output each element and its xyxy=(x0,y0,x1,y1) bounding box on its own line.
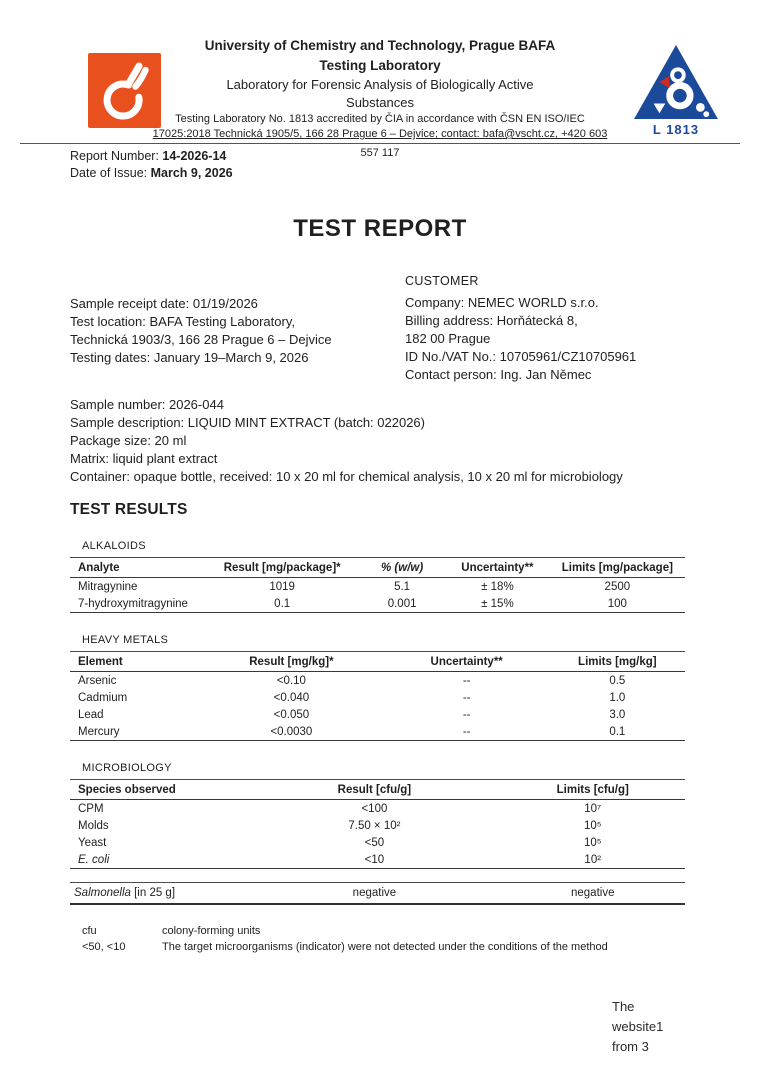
table-cell: ± 18% xyxy=(481,580,514,593)
page-number-block xyxy=(612,997,663,1057)
sample-receipt-block xyxy=(70,273,405,384)
contact-phone-tail: 557 117 xyxy=(360,147,400,159)
testing-laboratory-label: Testing Laboratory xyxy=(319,58,441,73)
table-cell: <0.040 xyxy=(273,691,310,704)
cia-triangle-icon xyxy=(632,43,720,121)
report-header xyxy=(0,0,760,142)
alkaloids-header-row xyxy=(70,558,685,578)
accreditation-line1: Testing Laboratory No. 1813 accredited by ČIA in accordance with ČSN EN ISO/IEC xyxy=(175,113,585,125)
report-number-value: 14-2026-14 xyxy=(162,149,227,163)
test-results-heading: TEST RESULTS xyxy=(70,501,188,518)
table-cell: <10 xyxy=(364,853,385,866)
alkaloids-section xyxy=(70,540,685,613)
table-cell: negative xyxy=(352,887,397,899)
footnote-detection xyxy=(82,939,690,955)
col-header-uncertainty: Uncertainty** xyxy=(445,558,550,578)
table-cell: <0.10 xyxy=(276,674,306,687)
sample-description: Sample description: LIQUID MINT EXTRACT (batch: 022026) xyxy=(70,415,425,430)
table-cell: 7.50 × 10² xyxy=(348,819,401,832)
accreditation-line2: 17025:2018 Technická 1905/5, 166 28 Prague 6 – Dejvice; contact: bafa@vscht.cz, +420 603 xyxy=(152,128,608,140)
table-row xyxy=(70,723,685,741)
customer-billing-address-line1: Billing address: Horňátecká 8, xyxy=(405,313,578,328)
table-cell: 0.1 xyxy=(274,597,291,610)
col-header-percent-ww: % (w/w) xyxy=(359,558,445,578)
customer-contact-person: Contact person: Ing. Jan Němec xyxy=(405,367,592,382)
table-cell: negative xyxy=(571,887,615,899)
col-header-result: Result [mg/kg]* xyxy=(199,652,384,672)
table-cell: E. coli xyxy=(78,853,110,866)
table-cell: -- xyxy=(462,674,471,687)
test-location-line1: Test location: BAFA Testing Laboratory, xyxy=(70,314,295,329)
table-cell: <100 xyxy=(361,802,388,815)
microbiology-table xyxy=(70,779,685,869)
matrix: Matrix: liquid plant extract xyxy=(70,451,218,466)
col-header-limits: Limits [cfu/g] xyxy=(500,780,685,800)
table-cell: Mitragynine xyxy=(78,580,138,593)
table-row xyxy=(70,834,685,851)
table-row xyxy=(70,800,685,818)
footnote-term: cfu xyxy=(82,925,97,937)
page-number-line1: The xyxy=(612,999,635,1014)
salmonella-section xyxy=(70,882,685,905)
col-header-analyte: Analyte xyxy=(70,558,205,578)
heavy-metals-section xyxy=(70,634,685,741)
cia-mark-number: L 1813 xyxy=(652,122,700,137)
table-row xyxy=(70,883,685,905)
table-cell: Salmonella [in 25 g] xyxy=(74,887,176,899)
flask-icon xyxy=(88,53,161,128)
date-of-issue-line xyxy=(70,165,760,182)
date-of-issue-value: March 9, 2026 xyxy=(150,166,233,180)
table-cell: <0.050 xyxy=(273,708,310,721)
package-size: Package size: 20 ml xyxy=(70,433,187,448)
footnote-description: The target microorganisms (indicator) were not detected under the conditions of the method xyxy=(162,941,608,953)
table-cell: 10⁵ xyxy=(583,836,602,849)
table-cell: Lead xyxy=(78,708,104,721)
cia-accreditation-logo xyxy=(630,43,722,137)
table-row xyxy=(70,706,685,723)
table-cell: CPM xyxy=(78,802,104,815)
report-meta-band xyxy=(0,144,760,182)
col-header-element: Element xyxy=(70,652,199,672)
col-header-result: Result [cfu/g] xyxy=(248,780,500,800)
table-row xyxy=(70,689,685,706)
table-cell: 3.0 xyxy=(609,708,626,721)
heavy-metals-table xyxy=(70,651,685,741)
customer-block xyxy=(405,273,690,384)
footnotes xyxy=(82,923,690,955)
test-location-line2: Technická 1903/3, 166 28 Prague 6 – Dejvice xyxy=(70,332,332,347)
testing-dates: Testing dates: January 19–March 9, 2026 xyxy=(70,350,309,365)
table-cell: 0.5 xyxy=(609,674,626,687)
table-cell: 0.1 xyxy=(609,725,626,738)
alkaloids-label: ALKALOIDS xyxy=(82,540,146,552)
laboratory-identification xyxy=(145,36,615,142)
table-cell: <0.0030 xyxy=(270,725,313,738)
page-title: TEST REPORT xyxy=(293,215,467,242)
table-cell: 2500 xyxy=(604,580,631,593)
table-cell: ± 15% xyxy=(481,597,514,610)
table-cell: Molds xyxy=(78,819,109,832)
page-number-line3: from 3 xyxy=(612,1039,649,1054)
alkaloids-table xyxy=(70,557,685,613)
table-cell: -- xyxy=(462,691,471,704)
footnote-term: <50, <10 xyxy=(82,941,126,953)
microbiology-header-row xyxy=(70,780,685,800)
table-row xyxy=(70,672,685,690)
laboratory-description-line2: Substances xyxy=(346,95,414,110)
table-cell: Yeast xyxy=(78,836,107,849)
table-row xyxy=(70,595,685,613)
table-cell: 10⁷ xyxy=(584,802,602,815)
customer-heading: CUSTOMER xyxy=(405,274,479,288)
customer-company: Company: NEMEC WORLD s.r.o. xyxy=(405,295,599,310)
page-number-line2: website1 xyxy=(612,1019,664,1034)
col-header-uncertainty: Uncertainty** xyxy=(384,652,550,672)
table-cell: 10⁵ xyxy=(583,819,602,832)
table-cell: 10² xyxy=(584,853,602,866)
heavy-metals-header-row xyxy=(70,652,685,672)
table-cell: Cadmium xyxy=(78,691,128,704)
table-cell: 1019 xyxy=(269,580,295,593)
table-cell: 5.1 xyxy=(394,580,411,593)
footnote-cfu xyxy=(82,923,690,939)
container: Container: opaque bottle, received: 10 x 20 ml for chemical analysis, 10 x 20 ml for microbiology xyxy=(70,469,623,484)
customer-id-vat: ID No./VAT No.: 10705961/CZ10705961 xyxy=(405,349,637,364)
uct-prague-logo xyxy=(88,53,161,128)
footnote-description: colony-forming units xyxy=(162,925,261,937)
col-header-result: Result [mg/package]* xyxy=(205,558,359,578)
col-header-limits: Limits [mg/kg] xyxy=(550,652,685,672)
col-header-limits: Limits [mg/package] xyxy=(550,558,685,578)
heavy-metals-label: HEAVY METALS xyxy=(82,634,169,646)
table-row xyxy=(70,851,685,869)
date-of-issue-label: Date of Issue: xyxy=(70,166,151,180)
sample-details-block xyxy=(70,396,690,486)
customer-billing-address-line2: 182 00 Prague xyxy=(405,331,491,346)
report-number-label: Report Number: xyxy=(70,149,163,163)
table-cell: 7-hydroxymitragynine xyxy=(78,597,188,610)
table-cell: -- xyxy=(462,708,471,721)
table-cell: 100 xyxy=(607,597,627,610)
table-cell: <50 xyxy=(364,836,385,849)
laboratory-description-line1: Laboratory for Forensic Analysis of Biologically Active xyxy=(226,77,534,92)
university-name: University of Chemistry and Technology, Prague BAFA xyxy=(204,38,556,53)
sample-receipt-date: Sample receipt date: 01/19/2026 xyxy=(70,296,258,311)
microbiology-section xyxy=(70,762,685,869)
table-cell: Arsenic xyxy=(78,674,117,687)
table-row xyxy=(70,817,685,834)
salmonella-table xyxy=(70,882,685,905)
table-cell: 1.0 xyxy=(609,691,626,704)
table-cell: -- xyxy=(462,725,471,738)
table-cell: Mercury xyxy=(78,725,120,738)
microbiology-label: MICROBIOLOGY xyxy=(82,762,172,774)
sample-number: Sample number: 2026-044 xyxy=(70,397,224,412)
table-row xyxy=(70,578,685,596)
table-cell: 0.001 xyxy=(387,597,417,610)
col-header-species: Species observed xyxy=(70,780,248,800)
info-columns xyxy=(70,273,690,384)
